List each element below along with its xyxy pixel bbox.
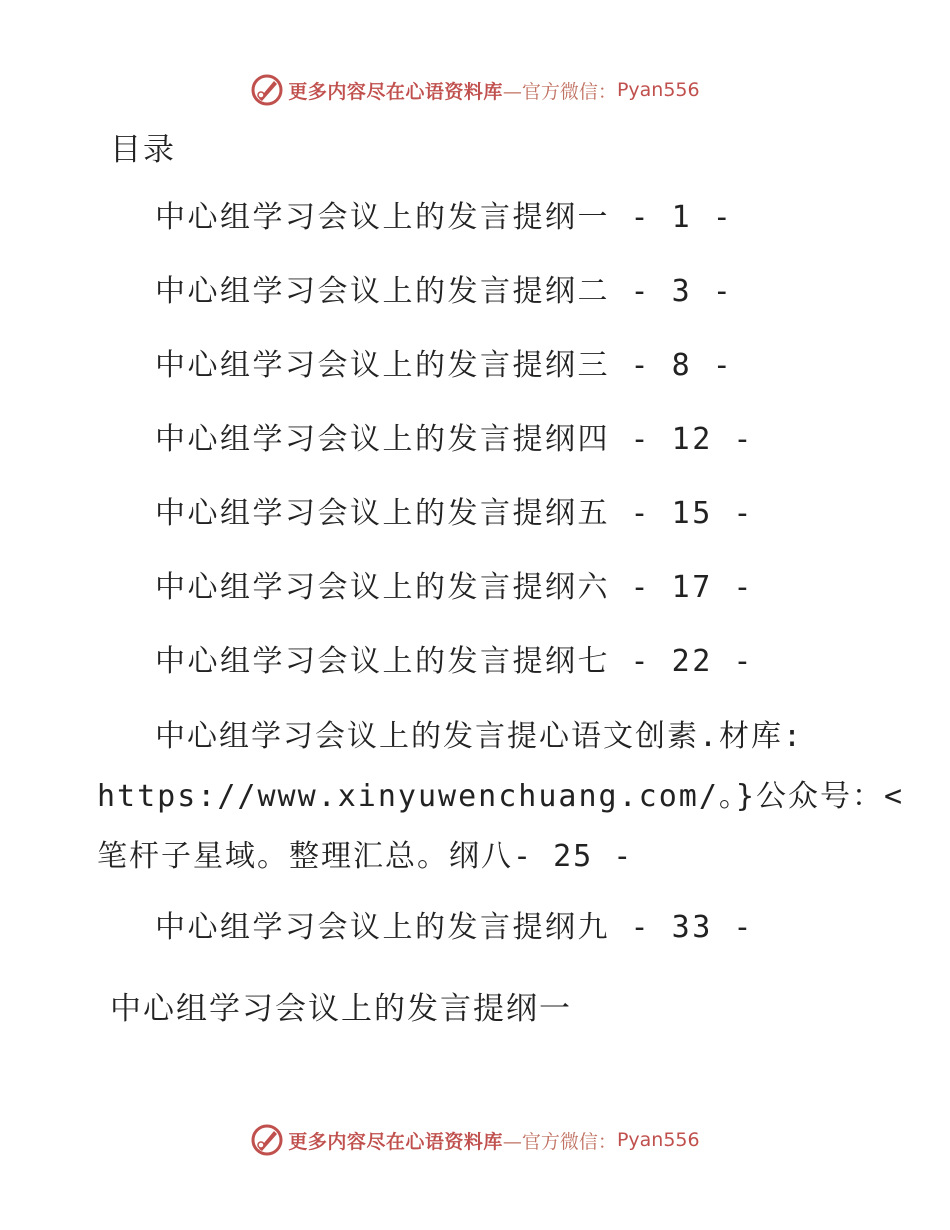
toc-entry-1[interactable]: 中心组学习会议上的发言提纲一 - 1 - [155,200,734,235]
quill-logo-icon [250,73,284,107]
toc-entry-9[interactable]: 中心组学习会议上的发言提纲九 - 33 - [155,910,754,945]
header-watermark [0,70,950,110]
toc-title: 目录 [110,132,176,168]
section-heading: 中心组学习会议上的发言提纲一 [110,991,572,1027]
footer-watermark [0,1120,950,1160]
toc-entry-3[interactable]: 中心组学习会议上的发言提纲三 - 8 - [155,348,734,383]
paragraph-line-1: 中心组学习会议上的发言提心语文创素.材库: [155,719,804,754]
watermark-wechat-id: Pyan556 [616,1129,700,1151]
watermark-sub-text: —官方微信： [502,80,617,103]
toc-entry-5[interactable]: 中心组学习会议上的发言提纲五 - 15 - [155,496,754,531]
watermark-wechat-id: Pyan556 [616,79,700,101]
toc-entry-7[interactable]: 中心组学习会议上的发言提纲七 - 22 - [155,644,754,679]
paragraph-line-2-url[interactable]: https://www.xinyuwenchuang.com/。}公众号：< [97,779,905,814]
watermark-sub-text: —官方微信： [502,1130,617,1153]
toc-entry-4[interactable]: 中心组学习会议上的发言提纲四 - 12 - [155,422,754,457]
watermark-main-text: 更多内容尽在心语资料库 [288,80,503,103]
toc-entry-8-paragraph [97,717,905,897]
watermark-main-text: 更多内容尽在心语资料库 [288,1130,503,1153]
paragraph-line-3: 笔杆子星域。整理汇总。纲八- 25 - [97,839,634,874]
quill-logo-icon [250,1123,284,1157]
toc-entry-6[interactable]: 中心组学习会议上的发言提纲六 - 17 - [155,570,754,605]
toc-entry-2[interactable]: 中心组学习会议上的发言提纲二 - 3 - [155,274,734,309]
